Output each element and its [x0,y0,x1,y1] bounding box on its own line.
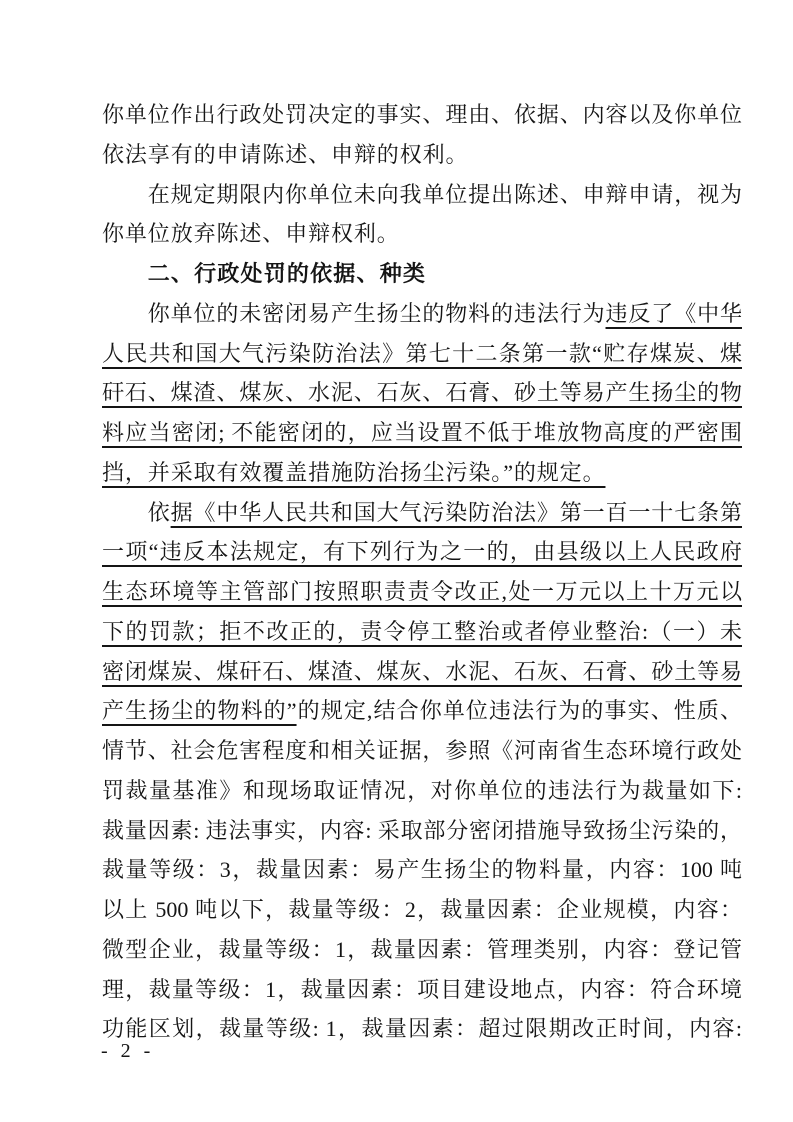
page-number: - 2 - [101,1040,155,1062]
text-segment: 以上 500 吨以下，裁量等级：2，裁量因素：企业规模，内容： [102,897,742,922]
text-line [102,334,742,374]
text-line [102,612,742,652]
underlined-text: 产生扬尘的物料的” [102,698,297,724]
text-segment: 裁量因素: 违法事实，内容: 采取部分密闭措施导致扬尘污染的， [102,817,742,843]
text-segment: 你单位的未密闭易产生扬尘的物料的违法行为 [147,300,606,326]
text-line [102,532,742,572]
underlined-text: 据《中华人民共和国大气污染防治法》第一百一十七条第 [170,499,742,525]
text-line [102,373,742,413]
text-segment: 二、行政处罚的依据、种类 [147,261,427,286]
text-segment: 裁量等级：3，裁量因素：易产生扬尘的物料量，内容：100 吨 [102,857,742,883]
text-segment: 依 [147,499,171,525]
text-line [102,175,742,215]
underlined-text: 一项“违反本法规定，有下列行为之一的，由县级以上人民政府 [102,539,742,565]
text-segment: 功能区划，裁量等级: 1，裁量因素：超过限期改正时间，内容: [102,1016,742,1042]
text-line [102,1009,742,1049]
text-line [102,214,742,254]
text-segment: 的规定,结合你单位违法行为的事实、性质、 [296,698,742,724]
text-segment: 情节、社会危害程度和相关证据，参照《河南省生态环境行政处 [102,738,742,763]
text-segment: 在规定期限内你单位未向我单位提出陈述、申辩申请，视为 [147,181,742,207]
text-line [102,453,742,493]
text-line [102,294,742,334]
underlined-text: 下的罚款；拒不改正的，责令停工整治或者停业整治:（一）未 [102,618,742,644]
text-line [102,95,742,135]
text-line [102,811,742,851]
text-line [102,890,742,930]
text-line [102,850,742,890]
underlined-text: 人民共和国大气污染防治法》第七十二条第一款“贮存煤炭、煤 [102,340,742,366]
text-line [102,691,742,731]
text-segment: 依法享有的申请陈述、申辩的权利。 [102,141,469,167]
text-line [102,771,742,811]
text-segment: 你单位作出行政处罚决定的事实、理由、依据、内容以及你单位 [102,102,742,127]
underlined-text: 违反了《中华 [605,300,742,326]
text-line [102,731,742,771]
text-line [102,652,742,692]
text-line [102,930,742,970]
underlined-text: 挡，并采取有效覆盖措施防治扬尘污染。”的规定。 [102,459,606,485]
text-line [102,413,742,453]
underlined-text: 密闭煤炭、煤矸石、煤渣、煤灰、水泥、石灰、石膏、砂土等易 [102,658,742,684]
text-segment: 理，裁量等级：1，裁量因素：项目建设地点，内容：符合环境 [102,976,742,1002]
text-segment: 微型企业，裁量等级：1，裁量因素：管理类别，内容：登记管 [102,936,742,962]
text-line [102,572,742,612]
section-heading [102,254,742,294]
text-line [102,970,742,1010]
text-line [102,493,742,533]
text-block [102,95,742,1049]
underlined-text: 料应当密闭; 不能密闭的，应当设置不低于堆放物高度的严密围 [102,420,742,445]
underlined-text: 生态环境等主管部门按照职责责令改正,处一万元以上十万元以 [102,579,742,604]
text-segment: 罚裁量基准》和现场取证情况，对你单位的违法行为裁量如下: [102,777,742,803]
text-line [102,135,742,175]
text-segment: 你单位放弃陈述、申辩权利。 [102,221,400,247]
underlined-text: 矸石、煤渣、煤灰、水泥、石灰、石膏、砂土等易产生扬尘的物 [102,380,742,406]
